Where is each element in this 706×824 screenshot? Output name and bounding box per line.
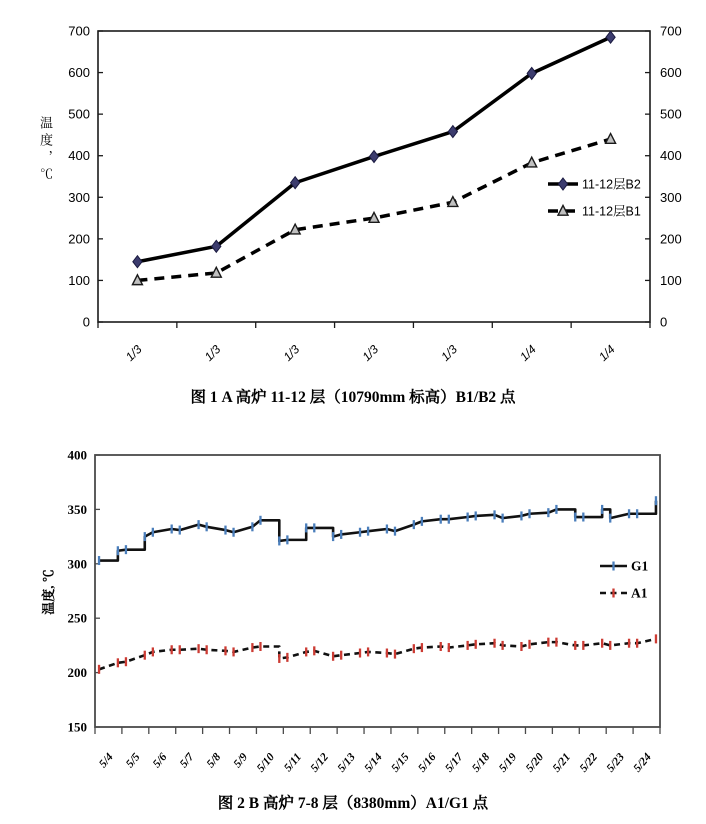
y-tick-label: 500	[68, 106, 90, 122]
y-tick-label: 250	[67, 610, 87, 626]
y-tick-label: 400	[67, 447, 87, 463]
figure2-y-axis-title: 温度, ℃	[41, 569, 56, 615]
legend-label: A1	[631, 585, 648, 601]
figure2-caption: 图 2 B 高炉 7-8 层（8380mm）A1/G1 点	[217, 795, 489, 812]
y-tick-label: 0	[82, 314, 90, 330]
x-tick-label: 5/15	[389, 751, 412, 775]
x-tick-label: 1/4	[517, 342, 539, 364]
y-tick-label-right: 200	[660, 231, 682, 247]
y-tick-label: 150	[67, 719, 87, 735]
triangle-marker	[527, 157, 537, 167]
x-tick-label: 5/7	[177, 751, 197, 771]
x-tick-label: 5/19	[496, 751, 520, 775]
legend-label: 11-12层B1	[582, 204, 641, 219]
x-tick-label: 5/22	[577, 751, 601, 775]
x-tick-label: 5/14	[362, 751, 385, 775]
x-tick-label: 1/3	[438, 342, 460, 364]
figure1-caption: 图 1 A 高炉 11-12 层（10790mm 标高）B1/B2 点	[190, 389, 516, 406]
plot-frame	[98, 31, 650, 322]
series-G1	[99, 501, 656, 561]
diamond-marker	[133, 256, 142, 268]
y-tick-label-right: 300	[660, 189, 682, 205]
plot-frame	[95, 455, 660, 727]
x-tick-label: 5/9	[231, 751, 251, 771]
x-tick-label: 5/16	[416, 751, 439, 775]
x-tick-label: 1/3	[122, 342, 145, 364]
x-tick-label: 5/12	[308, 751, 331, 775]
diamond-marker	[369, 151, 378, 163]
y-tick-label: 200	[67, 665, 87, 681]
x-tick-label: 1/4	[595, 342, 618, 364]
series-11-12层B2	[137, 37, 610, 261]
legend-label: 11-12层B2	[582, 177, 641, 192]
figure2-chart	[0, 425, 706, 824]
x-tick-label: 5/20	[523, 751, 547, 775]
x-tick-label: 5/5	[124, 751, 143, 771]
y-tick-label-right: 700	[660, 23, 682, 39]
x-tick-label: 5/13	[335, 751, 358, 775]
x-tick-label: 1/3	[359, 342, 382, 364]
x-tick-label: 1/3	[280, 342, 303, 364]
y-tick-label: 100	[68, 272, 90, 288]
x-tick-label: 5/10	[254, 751, 278, 775]
y-tick-label: 300	[67, 556, 87, 572]
x-tick-label: 5/6	[150, 751, 170, 771]
y-tick-label: 300	[68, 189, 90, 205]
y-tick-label-right: 600	[660, 65, 682, 81]
x-tick-label: 1/3	[201, 342, 224, 364]
y-tick-label: 200	[68, 231, 90, 247]
x-tick-label: 5/11	[282, 751, 305, 775]
x-tick-label: 5/4	[97, 751, 116, 771]
figure1-y-axis-title: 温度，℃	[38, 116, 53, 184]
y-tick-label-right: 0	[660, 314, 668, 330]
legend-label: G1	[631, 558, 649, 574]
diamond-marker	[558, 178, 567, 190]
x-tick-label: 5/17	[443, 751, 466, 775]
x-tick-label: 5/24	[631, 751, 654, 775]
x-tick-label: 5/8	[204, 751, 224, 771]
series-A1	[99, 639, 656, 669]
y-tick-label-right: 500	[660, 106, 682, 122]
y-tick-label: 400	[68, 148, 90, 164]
y-tick-label-right: 400	[660, 148, 682, 164]
y-tick-label: 700	[68, 23, 90, 39]
x-tick-label: 5/18	[470, 751, 493, 775]
y-tick-label-right: 100	[660, 272, 682, 288]
x-tick-label: 5/21	[550, 751, 574, 775]
diamond-marker	[606, 31, 615, 43]
y-tick-label: 600	[68, 65, 90, 81]
y-tick-label: 350	[67, 501, 87, 517]
x-tick-label: 5/23	[604, 751, 627, 775]
